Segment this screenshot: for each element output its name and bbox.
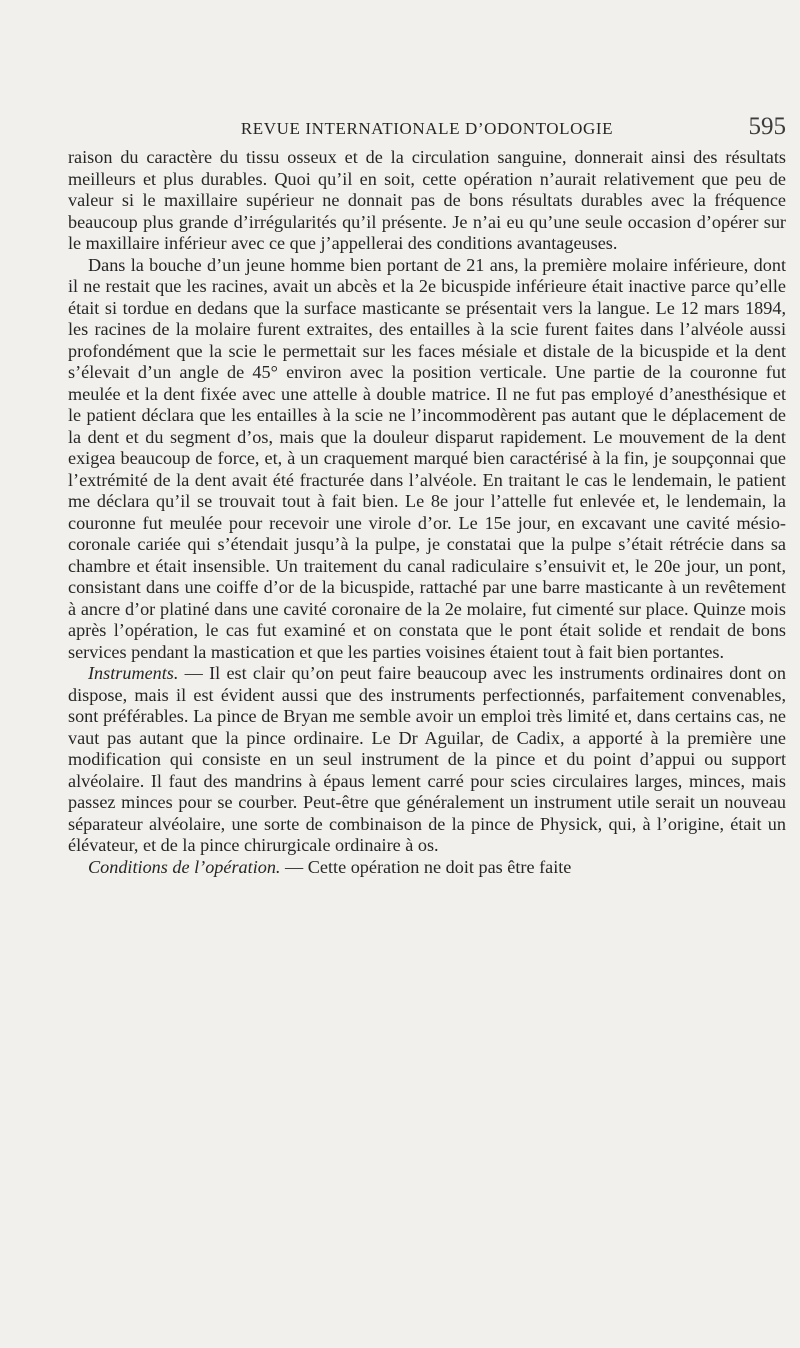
paragraph-case-report (68, 255, 786, 664)
paragraph-text: — Il est clair qu’on peut faire beaucoup avec les instruments ordinaires dont on dispose, mais il est évident aussi que des instruments perfectionnés, parfaitement convenables, sont préférables. La pince de Bryan me semble avoir un emploi très limité et, dans certains cas, ne vaut pas autant que la pince ordinaire. Le Dr Aguilar, de Cadix, a apporté à la première une modification qui consiste en un seul instrument de la pince et du point d’appui ou support alvéolaire. Il faut des mandrins à épaus lement carré pour scies circulaires larges, minces, mais passez minces pour se courber. Peut-être que généralement un instrument utile serait un nouveau séparateur alvéolaire, une sorte de combinaison de la pince de Physick, qui, à l’origine, était un élévateur, et de la pince chirurgicale ordinaire à os. (68, 663, 786, 855)
running-title: REVUE INTERNATIONALE D’ODONTOLOGIE (240, 119, 614, 138)
body-text (68, 147, 786, 878)
paragraph-instruments (68, 663, 786, 857)
paragraph-continuation (68, 147, 786, 255)
section-lead: Instruments. (88, 663, 179, 683)
page-header (68, 113, 786, 143)
page-number: 595 (748, 113, 786, 140)
paragraph-text: Dans la bouche d’un jeune homme bien portant de 21 ans, la première molaire inférieure, dont il ne restait que les racines, avait un abcès et la 2e bicuspide inférieure était inactive parce qu’elle était si tordue en dedans que la surface masticante se présentait vers la langue. Le 12 mars 1894, les racines de la molaire furent extraites, des entailles à la scie furent faites dans l’alvéole aussi profondément que la scie le permettait sur les faces mésiale et distale de la bicuspide et la dent s’élevait d’un angle de 45° environ avec la position verticale. Une partie de la couronne fut meulée et la dent fixée avec une attelle à double matrice. Il ne fut pas employé d’anesthésique et le patient déclara que les entailles à la scie ne l’incommodèrent pas autant que le déplacement de la dent et du segment d’os, mais que la douleur disparut rapidement. Le mouvement de la dent exigea beaucoup de force, et, à un craquement marqué bien caractérisé à la fin, je soupçonnai que l’extrémité de la dent avait été fracturée dans l’alvéole. En traitant le cas le lendemain, le patient me déclara qu’il se trouvait tout à fait bien. Le 8e jour l’attelle fut enlevée et, le lendemain, la couronne fut meulée pour recevoir une virole d’or. Le 15e jour, en excavant une cavité mésio-coronale cariée qui s’étendait jusqu’à la pulpe, je constatai que la pulpe s’était rétrécie dans sa chambre et était insensible. Un traitement du canal radiculaire s’ensuivit et, le 20e jour, un pont, consistant dans une coiffe d’or de la bicuspide, rattaché par une barre masticante à un revêtement à ancre d’or platiné dans une cavité coronaire de la 2e molaire, fut cimenté sur place. Quinze mois après l’opération, le cas fut examiné et on constata que le pont était solide et rendait de bons services pendant la mastication et que les parties voisines étaient tout à fait bien portantes. (68, 254, 786, 662)
paragraph-text: — Cette opération ne doit pas être faite (280, 856, 572, 877)
paragraph-text: raison du caractère du tissu osseux et de la circulation sanguine, donnerait ainsi des résultats meilleurs et plus durables. Quoi qu’il en soit, cette opération n’aurait relativement que peu de valeur si le maxillaire supérieur ne donnait pas de bons résultats durables avec la fréquence beaucoup plus grande d’irrégularités qu’il présente. Je n’ai eu qu’une seule occasion d’opérer sur le maxillaire inférieur avec ce que j’appellerai des conditions avantageuses. (68, 147, 786, 253)
section-lead: Conditions de l’opération. (88, 856, 281, 877)
paragraph-conditions (68, 857, 786, 879)
